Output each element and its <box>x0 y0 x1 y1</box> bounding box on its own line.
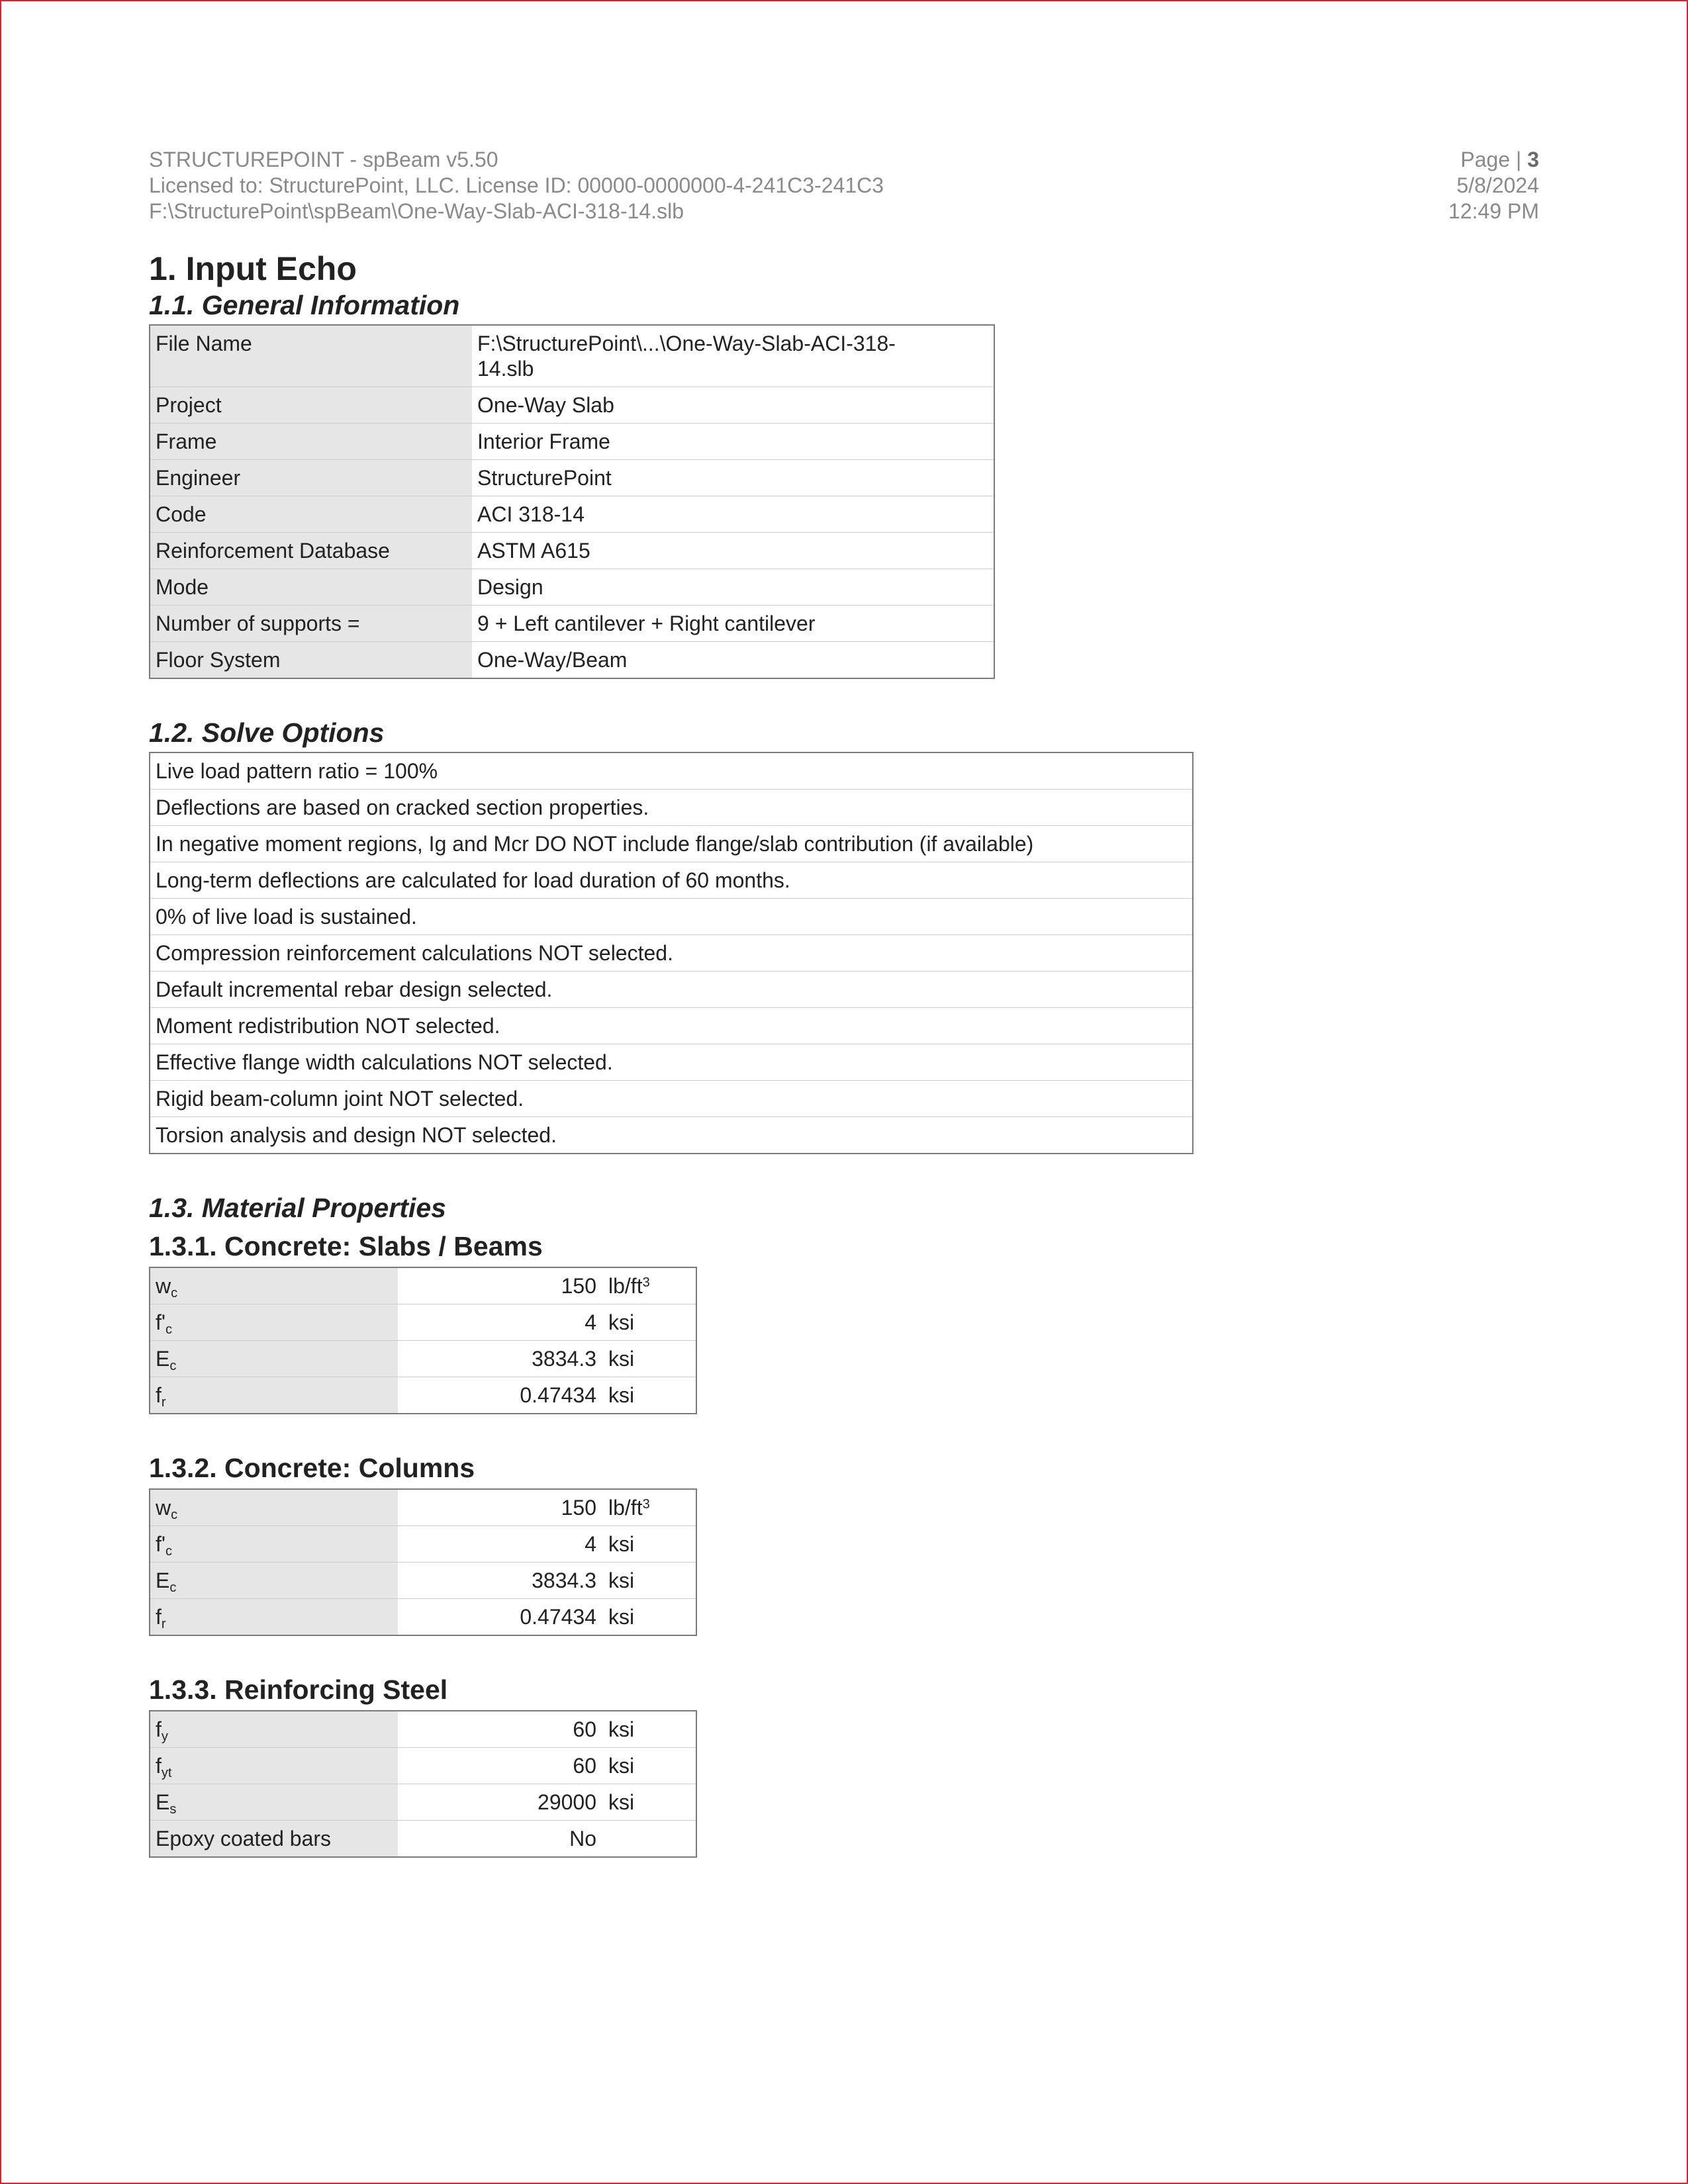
table-row <box>150 387 994 424</box>
property-symbol: $w_c$ <box>150 1267 398 1304</box>
table-row <box>150 533 994 569</box>
table-row <box>150 1599 696 1636</box>
header-left <box>149 147 884 224</box>
document-page <box>149 147 1539 1858</box>
row-label: File Name <box>150 325 472 387</box>
header-page <box>1448 147 1539 173</box>
section-title-general-information: 1.1. General Information <box>149 290 460 320</box>
row-value: ACI 318-14 <box>472 496 994 533</box>
solve-options-table <box>149 752 1194 1154</box>
header-date: 5/8/2024 <box>1456 173 1539 197</box>
property-unit: $lb/ft^3$ <box>608 1274 650 1298</box>
option-text: Effective flange width calculations NOT selected. <box>150 1044 1193 1081</box>
property-symbol: $E_c$ <box>150 1563 398 1599</box>
concrete-columns-table <box>149 1488 697 1636</box>
table-row <box>150 826 1193 862</box>
header-right <box>1448 147 1539 224</box>
property-value: 4 <box>398 1304 602 1341</box>
property-symbol: $f_{yt}$ <box>150 1748 398 1784</box>
option-text: Moment redistribution NOT selected. <box>150 1008 1193 1044</box>
row-value: StructurePoint <box>472 460 994 496</box>
row-value: F:\StructurePoint\...\One-Way-Slab-ACI-318-14.slb <box>477 332 896 381</box>
property-unit <box>602 1821 696 1858</box>
table-row <box>150 496 994 533</box>
row-value: One-Way/Beam <box>472 642 994 679</box>
table-row <box>150 1526 696 1563</box>
property-unit: ksi <box>602 1599 696 1636</box>
row-value: Design <box>472 569 994 606</box>
option-text: Deflections are based on cracked section properties. <box>150 790 1193 826</box>
row-value: One-Way Slab <box>472 387 994 424</box>
table-row <box>150 752 1193 790</box>
property-value: 3834.3 <box>398 1563 602 1599</box>
table-row <box>150 1341 696 1377</box>
option-text: Live load pattern ratio = 100% <box>156 759 438 783</box>
row-label: Project <box>150 387 472 424</box>
property-unit: ksi <box>602 1526 696 1563</box>
property-value: 4 <box>398 1526 602 1563</box>
header-app-name: STRUCTUREPOINT - spBeam v5.50 <box>149 148 498 171</box>
property-value: 150 <box>561 1496 596 1520</box>
property-symbol: $f_r$ <box>150 1599 398 1636</box>
property-unit: ksi <box>602 1784 696 1821</box>
table-row <box>150 1267 696 1304</box>
page-label: Page | <box>1460 148 1528 171</box>
table-row <box>150 1081 1193 1117</box>
property-unit: ksi <box>602 1341 696 1377</box>
option-text: Compression reinforcement calculations NOT selected. <box>150 935 1193 972</box>
row-label: Frame <box>150 424 472 460</box>
page-number: 3 <box>1527 148 1539 171</box>
property-symbol: $f'_c$ <box>150 1304 398 1341</box>
general-information-table <box>149 324 995 679</box>
property-unit: ksi <box>602 1748 696 1784</box>
property-value: 3834.3 <box>398 1341 602 1377</box>
epoxy-value: No <box>398 1821 602 1858</box>
header-file-path: F:\StructurePoint\spBeam\One-Way-Slab-ACI-318-14.slb <box>149 199 684 223</box>
table-row <box>150 1117 1193 1154</box>
section-title-solve-options: 1.2. Solve Options <box>149 717 385 748</box>
option-text: 0% of live load is sustained. <box>150 899 1193 935</box>
property-value: 60 <box>398 1748 602 1784</box>
table-row <box>150 972 1193 1008</box>
section-title-input-echo: 1. Input Echo <box>149 250 357 287</box>
header-time: 12:49 PM <box>1448 199 1539 223</box>
property-unit: $lb/ft^3$ <box>608 1496 650 1520</box>
property-symbol: $f_y$ <box>150 1711 398 1748</box>
table-row <box>150 1304 696 1341</box>
concrete-slabs-table <box>149 1267 697 1414</box>
table-row <box>150 1784 696 1821</box>
option-text: Long-term deflections are calculated for load duration of 60 months. <box>150 862 1193 899</box>
option-text: Rigid beam-column joint NOT selected. <box>150 1081 1193 1117</box>
row-value: Interior Frame <box>472 424 994 460</box>
property-symbol: $E_c$ <box>150 1341 398 1377</box>
table-row <box>150 935 1193 972</box>
table-row <box>150 569 994 606</box>
option-text: Torsion analysis and design NOT selected. <box>150 1117 1193 1154</box>
table-row <box>150 1489 696 1526</box>
property-unit: ksi <box>602 1377 696 1414</box>
property-value: 29000 <box>398 1784 602 1821</box>
table-row <box>150 642 994 679</box>
row-label: Code <box>150 496 472 533</box>
row-label: Number of supports = <box>150 606 472 642</box>
option-text: In negative moment regions, Ig and Mcr DO NOT include flange/slab contribution (if available) <box>150 826 1193 862</box>
table-row <box>150 1377 696 1414</box>
section-title-concrete-columns: 1.3.2. Concrete: Columns <box>149 1453 475 1483</box>
property-symbol: $w_c$ <box>150 1489 398 1526</box>
table-row <box>150 1008 1193 1044</box>
table-row <box>150 1711 696 1748</box>
property-unit: ksi <box>602 1304 696 1341</box>
table-row <box>150 1044 1193 1081</box>
epoxy-label: Epoxy coated bars <box>150 1821 398 1858</box>
table-row <box>150 424 994 460</box>
page-header <box>149 147 1539 229</box>
property-symbol: $f'_c$ <box>150 1526 398 1563</box>
table-row <box>150 606 994 642</box>
table-row <box>150 460 994 496</box>
table-row <box>150 899 1193 935</box>
row-value: 9 + Left cantilever + Right cantilever <box>472 606 994 642</box>
section-title-reinforcing-steel: 1.3.3. Reinforcing Steel <box>149 1674 448 1705</box>
row-label: Floor System <box>150 642 472 679</box>
header-license: Licensed to: StructurePoint, LLC. License ID: 00000-0000000-4-241C3-241C3 <box>149 173 884 197</box>
row-label: Reinforcement Database <box>150 533 472 569</box>
reinforcing-steel-table <box>149 1710 697 1858</box>
property-symbol: $E_s$ <box>150 1784 398 1821</box>
property-unit: ksi <box>608 1717 635 1741</box>
table-row <box>150 790 1193 826</box>
section-title-concrete-slabs-beams: 1.3.1. Concrete: Slabs / Beams <box>149 1231 543 1261</box>
row-label: Mode <box>150 569 472 606</box>
table-row <box>150 325 994 387</box>
property-symbol: $f_r$ <box>150 1377 398 1414</box>
option-text: Default incremental rebar design selected. <box>150 972 1193 1008</box>
table-row <box>150 1748 696 1784</box>
section-title-material-properties: 1.3. Material Properties <box>149 1193 446 1223</box>
property-unit: ksi <box>602 1563 696 1599</box>
table-row <box>150 1821 696 1858</box>
table-row <box>150 1563 696 1599</box>
property-value: 60 <box>573 1717 596 1741</box>
table-row <box>150 862 1193 899</box>
row-label: Engineer <box>150 460 472 496</box>
property-value: 150 <box>561 1274 596 1298</box>
property-value: 0.47434 <box>398 1599 602 1636</box>
row-value: ASTM A615 <box>472 533 994 569</box>
property-value: 0.47434 <box>398 1377 602 1414</box>
